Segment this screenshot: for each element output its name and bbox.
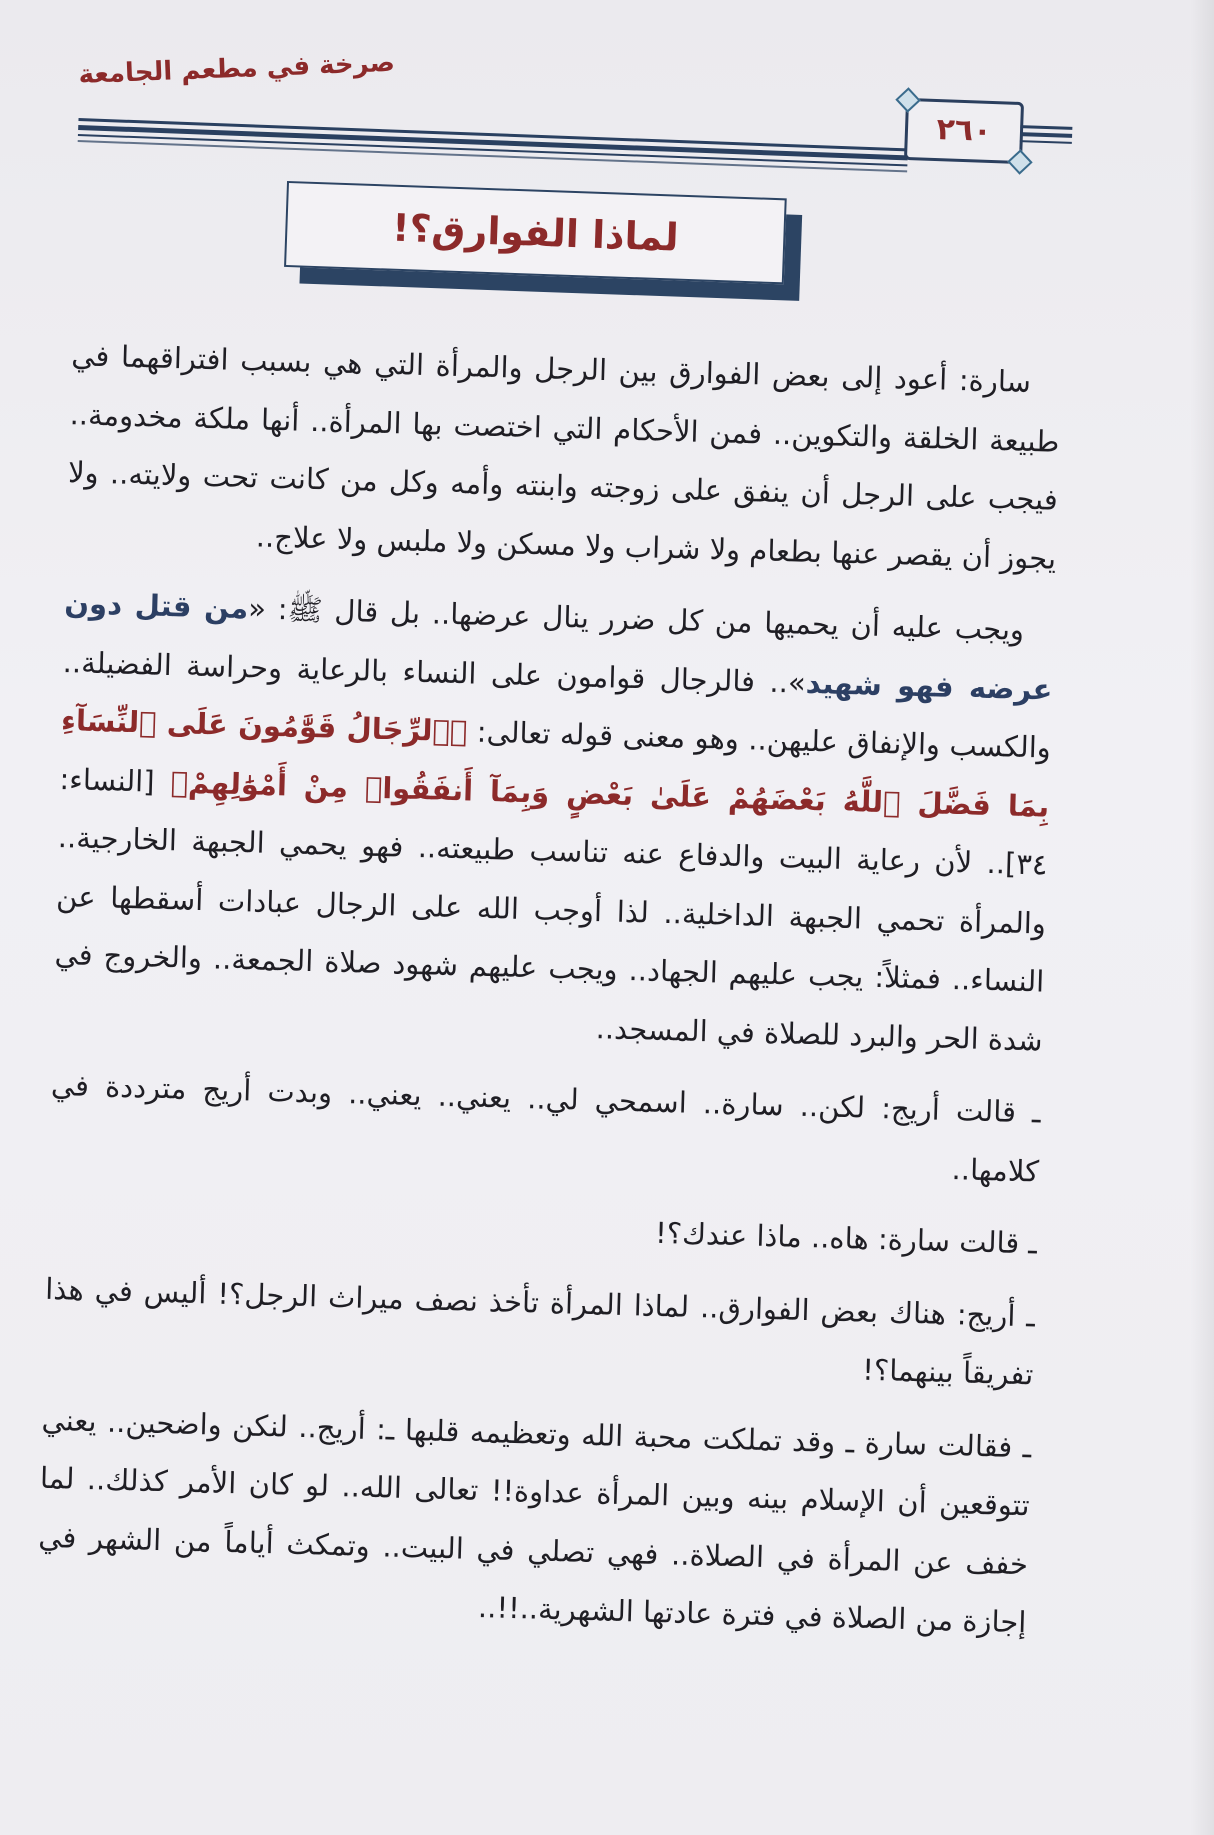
paragraph	[43, 1259, 1036, 1404]
paragraph	[66, 326, 1062, 588]
header-rules	[77, 118, 908, 178]
page-edge-shadow	[1190, 0, 1214, 1835]
paragraph-indent	[1031, 392, 1061, 393]
paragraph-text: ».. فالرجال قوامون على النساء بالرعاية وحراسة الفضيلة.. والكسب والإنفاق عليهن.. وهو معنى قوله تعالى:	[62, 644, 1052, 765]
paragraph-text: [النساء: ٣٤].. لأن رعاية البيت والدفاع عنه تناسب طبيعته.. فهو يحمي الجبهة الخارجية.. والمرأة تحمي الجبهة الداخلية.. لذا أوجب الله على الرجال عبادات أسقطها عن النساء.. فمثلاً: يجب عليهم الجهاد.. ويجب عليهم شهود صلاة الجمعة.. والخروج في شدة الحر والبرد للصلاة في المسجد..	[54, 761, 1049, 1058]
paragraph-text: ـ قالت أريج: لكن.. سارة.. اسمحي لي.. يعني.. يعني.. وبدت أريج مترددة في كلامها..	[50, 1067, 1042, 1188]
paragraph-text: سارة: أعود إلى بعض الفوارق بين الرجل والمرأة التي هي بسبب افتراقهما في طبيعة الخلقة والتكوين.. فمن الأحكام التي اختصت بها المرأة.. أنها ملكة مخدومة.. فيجب على الرجل أن ينفق على زوجته وابنته وأمه وكل من كانت تحت ولايته.. ولا يجوز أن يقصر عنها بطعام ولا شراب ولا مسكن ولا ملبس ولا علاج..	[67, 338, 1060, 576]
paragraph	[47, 1187, 1038, 1273]
paragraph-text: ويجب عليه أن يحميها من كل ضرر ينال عرضها.. بل قال ﷺ: «	[247, 591, 1025, 647]
chapter-title: لماذا الفوارق؟!	[391, 205, 680, 260]
hadith-quote: من قتل دون عرضه فهو شهيد	[63, 586, 1053, 707]
page-number: ٢٦٠	[935, 112, 993, 149]
page-number-box	[904, 98, 1024, 164]
paragraph-indent	[1024, 640, 1054, 641]
paragraph-text: ـ فقالت سارة ـ وقد تملكت محبة الله وتعظيمه قلبها ـ: أريج.. لنكن واضحين.. يعني تتوقعين أن الإسلام بينه وبين المرأة عداوة!! تعالى الله.. لو كان الأمر كذلك.. لما خفف عن المرأة في الصلاة.. فهي تصلي في البيت.. وتمكث أياماً من الشهر في إجازة من الصلاة في فترة عادتها الشهرية..!!..	[37, 1402, 1032, 1640]
body-text	[36, 326, 1062, 1652]
paragraph	[49, 1056, 1042, 1201]
paragraph-text: ـ أريج: هناك بعض الفوارق.. لماذا المرأة تأخذ نصف ميراث الرجل؟! أليس في هذا تفريقاً بينهما؟!	[44, 1271, 1036, 1392]
paragraph	[52, 574, 1055, 1069]
chapter-title-box	[284, 181, 787, 284]
quran-verse: ﴿ٱلرِّجَالُ قَوَّٰمُونَ عَلَى ٱلنِّسَآءِ بِمَا فَضَّلَ ٱللَّهُ بَعْضَهُمْ عَلَىٰ بَعْضٍ وَبِمَآ أَنفَقُوا۟ مِنْ أَمْوَٰلِهِمْ﴾	[60, 703, 1050, 824]
header-rule	[1020, 140, 1072, 144]
header-rule	[1020, 132, 1072, 138]
header-rule	[1020, 125, 1072, 130]
paragraph-text: ـ قالت سارة: هاه.. ماذا عندك؟!	[654, 1215, 1038, 1261]
paragraph	[36, 1390, 1032, 1652]
running-title: صرخة في مطعم الجامعة	[78, 47, 396, 90]
chapter-title-frame	[283, 181, 806, 307]
header-side-rules	[1020, 125, 1073, 151]
